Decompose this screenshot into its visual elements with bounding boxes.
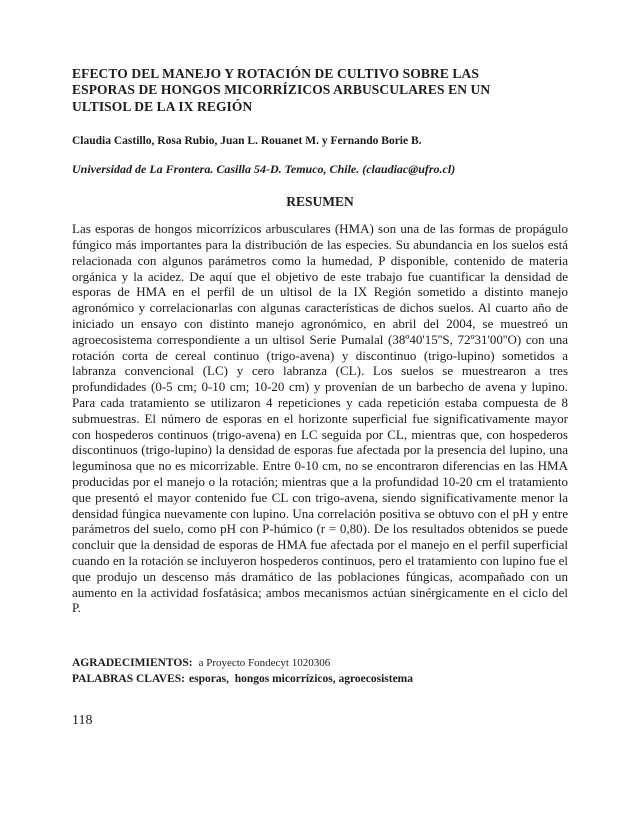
keywords-label: PALABRAS CLAVES: xyxy=(72,673,186,686)
authors-line: Claudia Castillo, Rosa Rubio, Juan L. Rouanet M. y Fernando Borie B. xyxy=(72,135,422,148)
acknowledgements-line xyxy=(72,656,568,671)
keywords-line xyxy=(72,672,568,687)
paper-title: EFECTO DEL MANEJO Y ROTACIÓN DE CULTIVO SOBRE LAS ESPORAS DE HONGOS MICORRÍZICOS ARBUSCULARES EN UN ULTISOL DE LA IX REGIÓN xyxy=(72,66,491,114)
abstract-heading: RESUMEN xyxy=(286,194,354,210)
affiliation-line: Universidad de La Frontera. Casilla 54-D. Temuco, Chile. (claudiac@ufro.cl) xyxy=(72,162,456,177)
page-number: 118 xyxy=(72,713,93,729)
acknowledgements-label: AGRADECIMIENTOS: xyxy=(72,657,193,670)
keywords-text: esporas, hongos micorrízicos, agroecosistema xyxy=(189,673,414,686)
acknowledgements-text: a Proyecto Fondecyt 1020306 xyxy=(198,657,331,670)
abstract-paragraph: Las esporas de hongos micorrízicos arbusculares (HMA) son una de las formas de propágulo fúngico más importantes para la distribución de las especies. Su abundancia en los suelos está relacionada con algunos parámetros como la humedad, P disponible, contenido de materia orgánica y la acidez. De aquí que el objetivo de este trabajo fue cuantificar la densidad de esporas de HMA en el perfil de un ultisol de la IX Región sometido a distinto manejo agronómico y correlacionarlas con algunas características de dichos suelos. Al cuarto año de iniciado un ensayo con distinto manejo agronómico, en abril del 2004, se muestreó un agroecosistema correspondiente a un ultisol Serie Pumalal (38º40'15''S, 72º31'00''O) con una rotación corta de cereal continuo (trigo-avena) y discontinuo (trigo-lupino) sometidos a labranza convencional (LC) y cero labranza (CL). Los suelos se muestrearon a tres profundidades (0-5 cm; 0-10 cm; 10-20 cm) y provenían de un barbecho de avena y lupino. Para cada tratamiento se utilizaron 4 repeticiones y cada repetición estaba compuesta de 8 submuestras. El número de esporas en el horizonte superficial fue significativamente mayor con hospederos continuos (trigo-avena) en LC seguida por CL, mientras que, con hospederos discontinuos (trigo-lupino) la densidad de esporas fue afectada por la presencia del lupino, una leguminosa que no es micorrizable. Entre 0-10 cm, no se encontraron diferencias en las HMA producidas por el manejo o la rotación; mientras que a la profundidad 10-20 cm el tratamiento que presentó el mayor contenido fue CL con trigo-avena, siendo significativamente menor la densidad fúngica nuevamente con lupino. Una correlación positiva se obtuvo con el pH y entre parámetros del suelo, como pH con P-húmico (r = 0,80). De los resultados obtenidos se puede concluir que la densidad de esporas de HMA fue afectada por el manejo en el perfil superficial cuando en la rotación se incluyeron hospederos continuos, pero el tratamiento con lupino fue el que produjo un descenso más dramático de las poblaciones fúngicas, acompañado con un aumento en la actividad fosfatásica; ambos mecanismos actúan sinérgicamente en el ciclo del P. xyxy=(72,221,568,616)
